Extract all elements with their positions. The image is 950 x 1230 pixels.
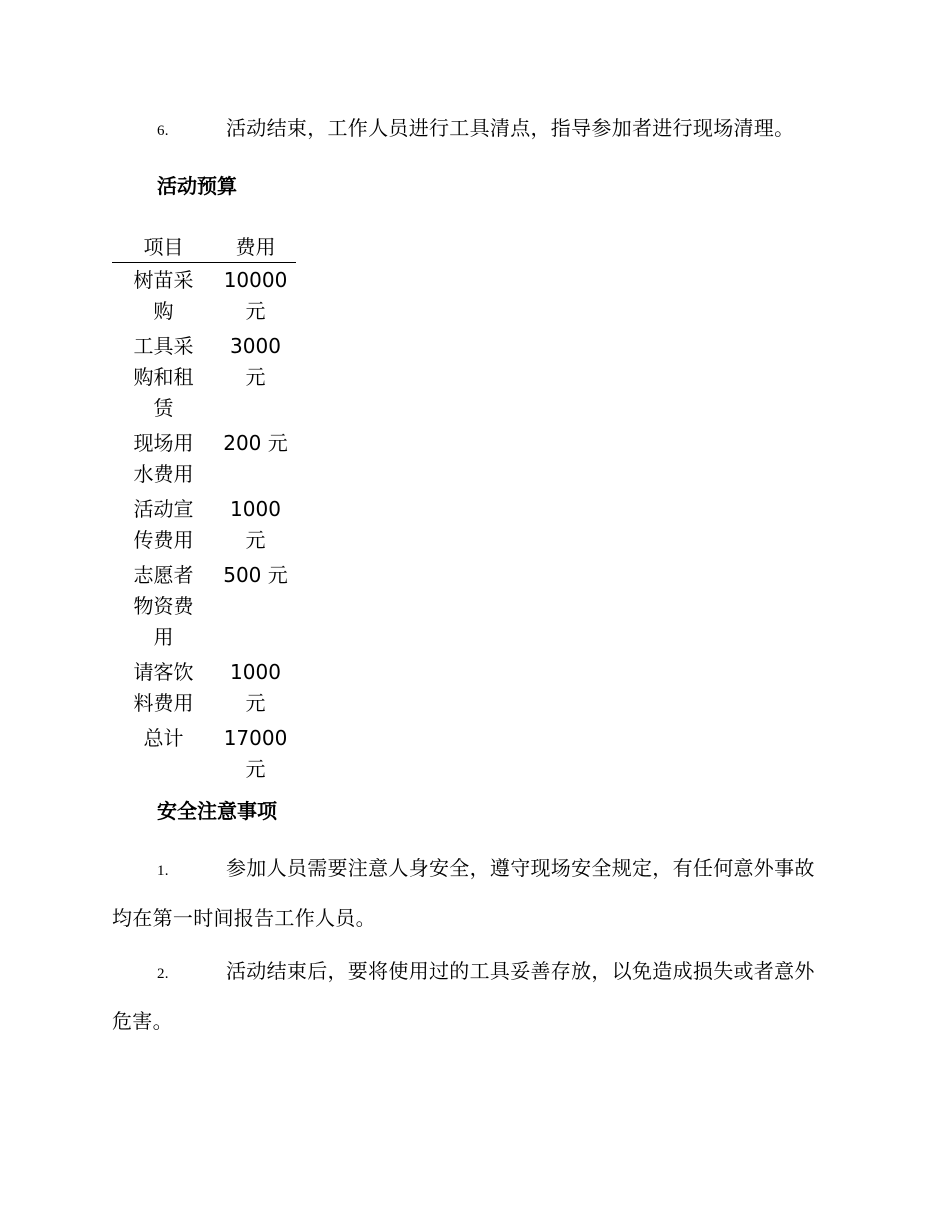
budget-fee-cell: 500 元 (223, 563, 288, 587)
list-text: 活动结束，工作人员进行工具清点，指导参加者进行现场清理。 (226, 116, 795, 140)
budget-fee-cell: 10000元 (223, 268, 288, 323)
table-row (112, 263, 296, 330)
budget-item-cell: 树苗采购 (133, 268, 194, 323)
table-row (112, 329, 296, 426)
table-row (112, 492, 296, 558)
budget-fee-cell: 1000元 (230, 497, 281, 552)
safety-item-2 (112, 948, 834, 1045)
budget-fee-cell: 200 元 (223, 431, 288, 455)
list-number: 2. (157, 966, 169, 982)
safety-heading: 安全注意事项 (157, 799, 277, 823)
table-header-row (112, 231, 296, 263)
budget-item-cell: 志愿者物资费用 (133, 563, 194, 649)
table-row (112, 655, 296, 721)
list-text: 参加人员需要注意人身安全，遵守现场安全规定，有任何意外事故均在第一时间报告工作人员。 (112, 856, 815, 930)
budget-fee-cell: 17000元 (223, 726, 288, 781)
table-row (112, 426, 296, 492)
list-number: 6. (157, 123, 169, 139)
column-header-item: 项目 (112, 231, 215, 263)
budget-table (112, 231, 296, 787)
list-text: 活动结束后，要将使用过的工具妥善存放，以免造成损失或者意外危害。 (112, 959, 815, 1033)
safety-item-1 (112, 845, 834, 942)
budget-fee-cell: 3000元 (230, 334, 281, 389)
budget-item-cell: 活动宣传费用 (133, 497, 194, 552)
list-number: 1. (157, 863, 169, 879)
table-row (112, 721, 296, 787)
budget-item-cell: 总计 (143, 726, 184, 750)
budget-heading: 活动预算 (157, 174, 237, 198)
budget-item-cell: 请客饮料费用 (133, 660, 194, 715)
budget-fee-cell: 1000元 (230, 660, 281, 715)
budget-item-cell: 工具采购和租赁 (133, 334, 194, 420)
table-row (112, 558, 296, 655)
column-header-fee: 费用 (215, 231, 296, 263)
budget-item-cell: 现场用水费用 (133, 431, 194, 486)
procedure-step-6 (112, 105, 834, 155)
